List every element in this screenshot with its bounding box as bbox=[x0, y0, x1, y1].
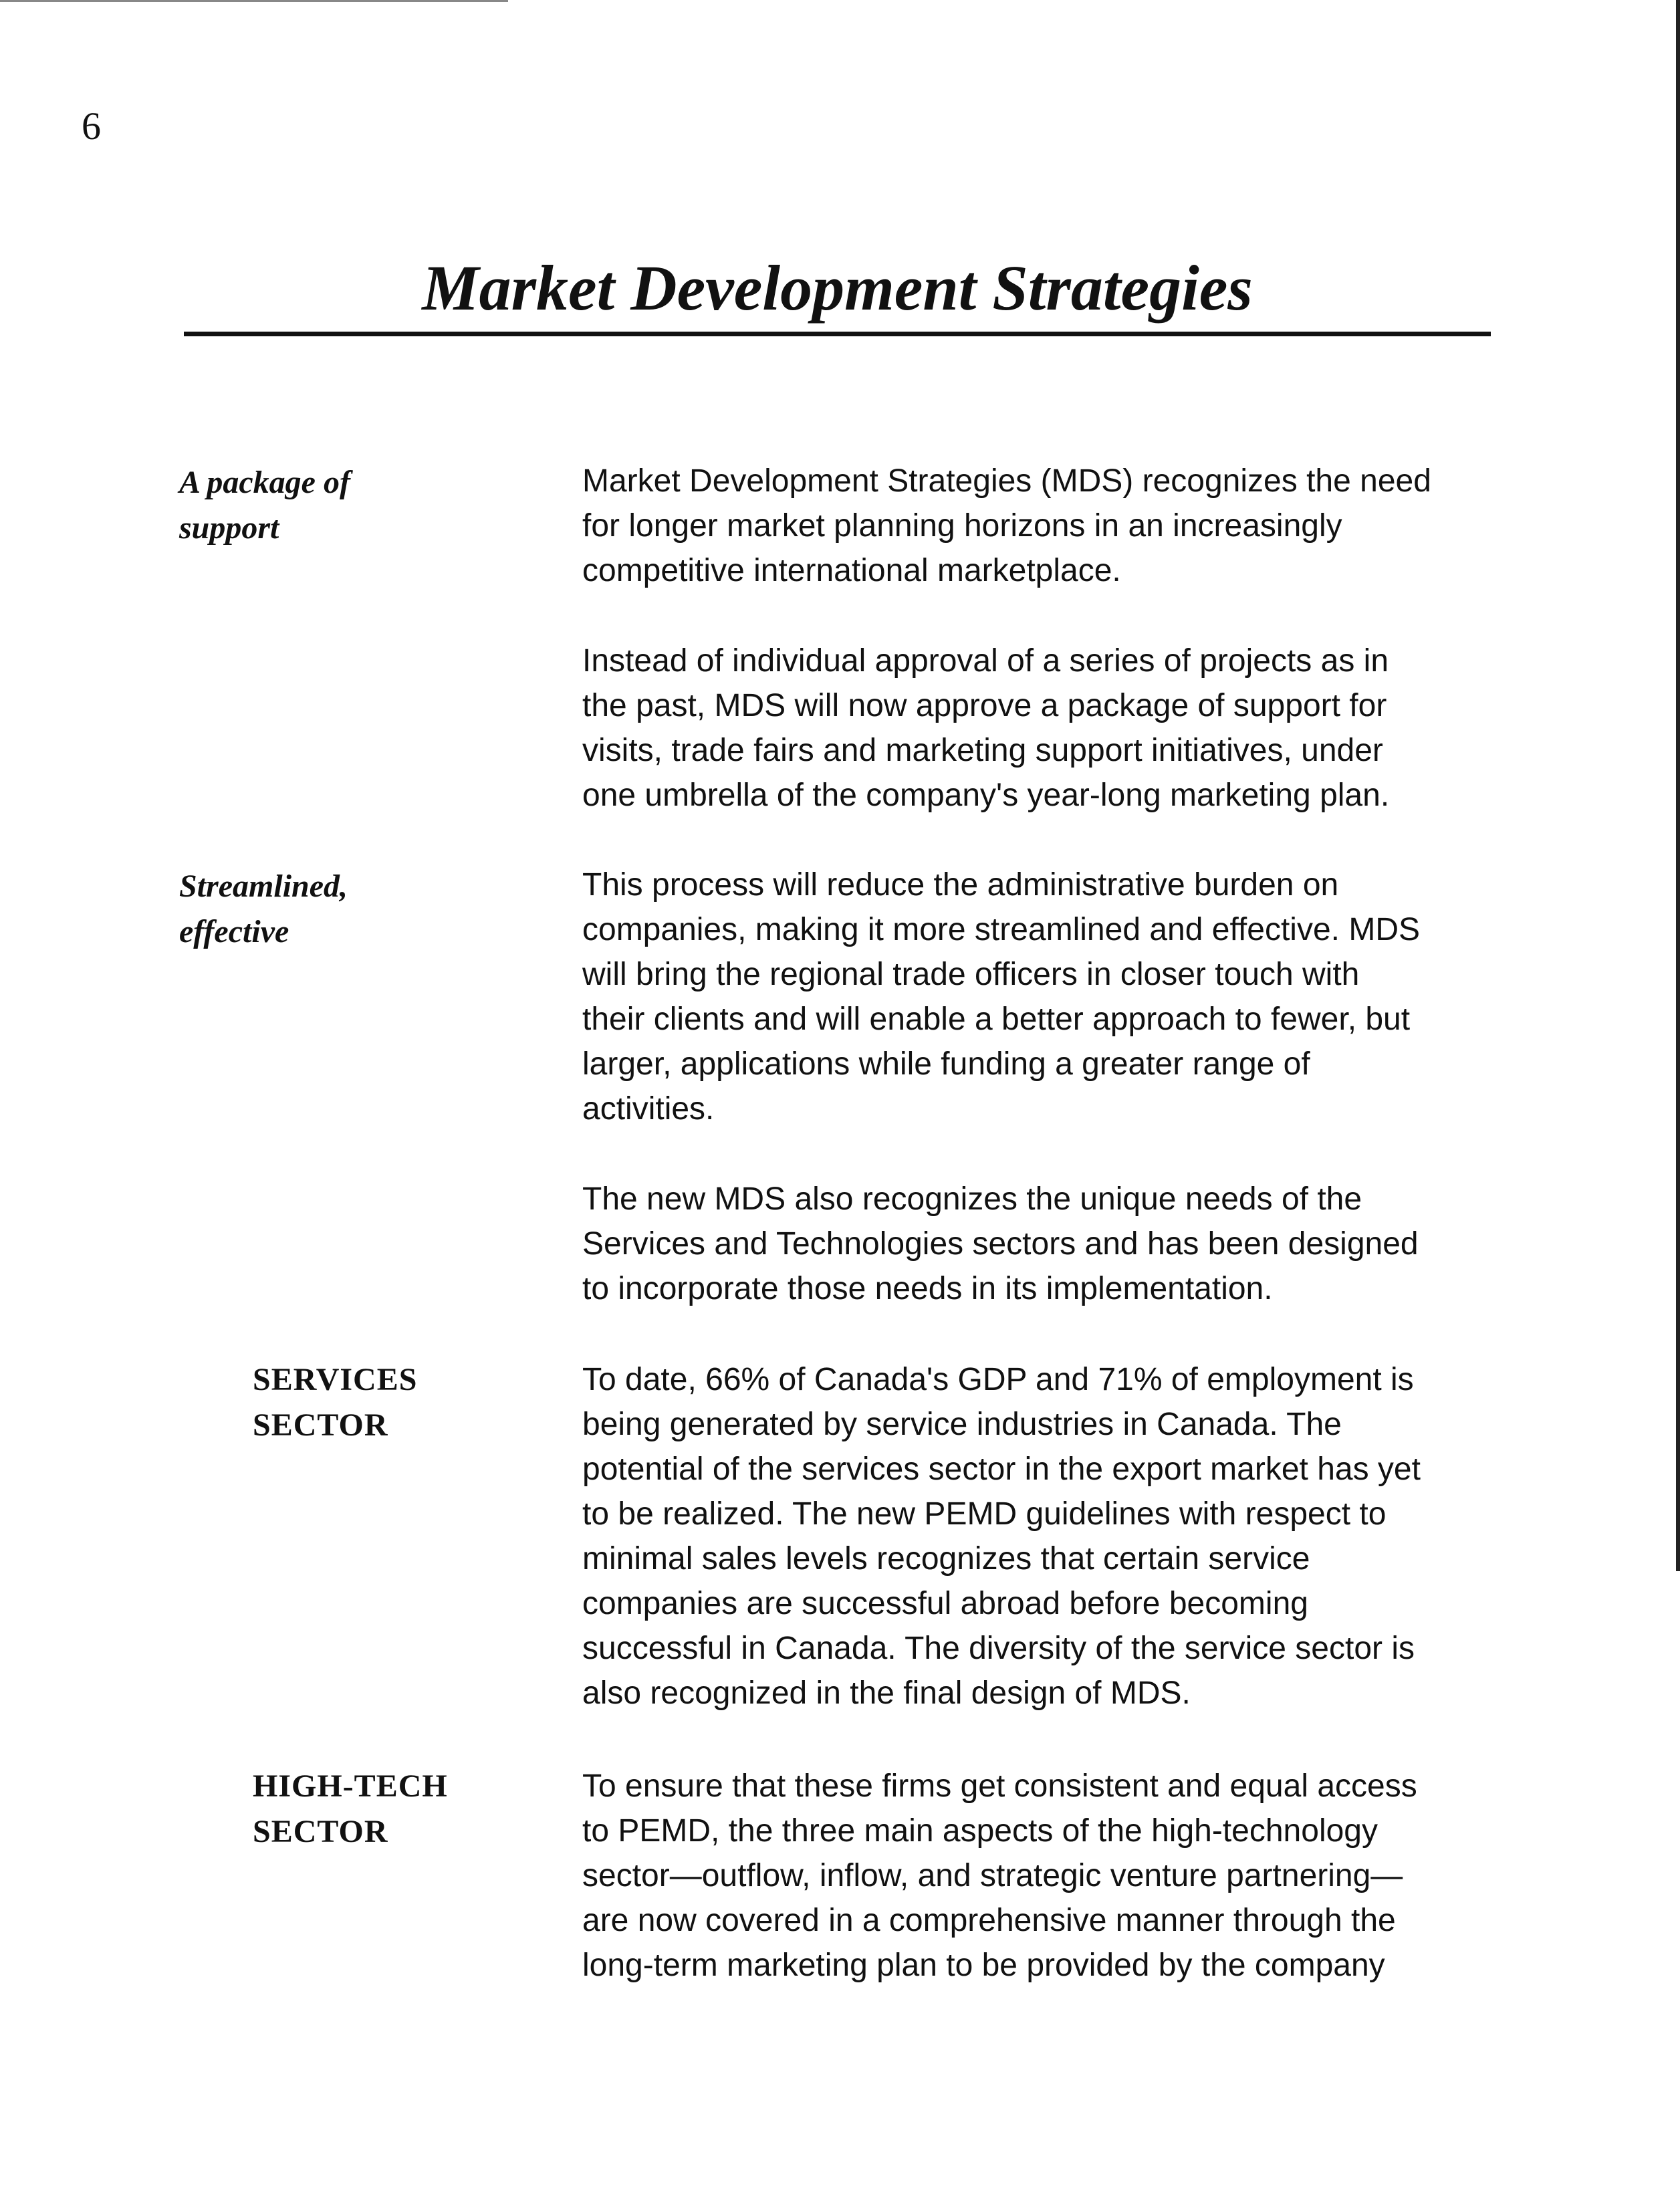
sector-heading-line: HIGH-TECH bbox=[253, 1768, 448, 1804]
paragraph-line: are now covered in a comprehensive manner through the bbox=[582, 1903, 1396, 1938]
paragraph-line: one umbrella of the company's year-long marketing plan. bbox=[582, 778, 1390, 813]
paragraph-line: The new MDS also recognizes the unique needs of the bbox=[582, 1181, 1362, 1217]
paragraph-line: also recognized in the final design of MDS. bbox=[582, 1675, 1191, 1711]
paragraph-line: successful in Canada. The diversity of the service sector is bbox=[582, 1631, 1415, 1666]
paragraph-line: Market Development Strategies (MDS) recognizes the need bbox=[582, 463, 1431, 499]
paragraph-line: visits, trade fairs and marketing support initiatives, under bbox=[582, 733, 1383, 768]
paragraph-line: To ensure that these firms get consistent and equal access bbox=[582, 1768, 1417, 1804]
page-number: 6 bbox=[82, 104, 101, 148]
services-sector-heading bbox=[253, 1357, 417, 1448]
paragraph-line: To date, 66% of Canada's GDP and 71% of employment is bbox=[582, 1362, 1414, 1397]
sector-heading-line: SERVICES bbox=[253, 1362, 418, 1397]
scan-top-edge bbox=[0, 0, 508, 2]
paragraph-line: activities. bbox=[582, 1091, 715, 1127]
sector-heading-line: SECTOR bbox=[253, 1407, 388, 1443]
margin-note-streamlined bbox=[179, 864, 348, 955]
margin-note-package bbox=[179, 460, 350, 551]
paragraph-sector-needs bbox=[582, 1177, 1495, 1311]
paragraph-package-approval bbox=[582, 638, 1495, 818]
margin-note-line: support bbox=[179, 510, 279, 546]
paragraph-line: competitive international marketplace. bbox=[582, 553, 1121, 588]
paragraph-line: being generated by service industries in Canada. The bbox=[582, 1407, 1342, 1442]
paragraph-line: This process will reduce the administrative burden on bbox=[582, 867, 1339, 903]
paragraph-mds-intro bbox=[582, 459, 1495, 593]
margin-note-line: Streamlined, bbox=[179, 868, 348, 904]
paragraph-hightech-sector bbox=[582, 1764, 1495, 1988]
scan-right-edge bbox=[1676, 0, 1680, 1571]
paragraph-line: larger, applications while funding a greater range of bbox=[582, 1046, 1310, 1082]
paragraph-line: potential of the services sector in the export market has yet bbox=[582, 1451, 1421, 1487]
paragraph-line: to be realized. The new PEMD guidelines with respect to bbox=[582, 1496, 1387, 1532]
title-rule bbox=[184, 332, 1491, 336]
paragraph-line: long-term marketing plan to be provided by the company bbox=[582, 1948, 1385, 1983]
paragraph-line: minimal sales levels recognizes that certain service bbox=[582, 1541, 1310, 1577]
margin-note-line: A package of bbox=[179, 465, 350, 500]
paragraph-line: companies are successful abroad before becoming bbox=[582, 1586, 1308, 1621]
paragraph-line: for longer market planning horizons in an increasingly bbox=[582, 508, 1342, 544]
paragraph-line: Instead of individual approval of a series of projects as in bbox=[582, 643, 1389, 679]
hightech-sector-heading bbox=[253, 1764, 448, 1855]
paragraph-line: to PEMD, the three main aspects of the high-technology bbox=[582, 1813, 1378, 1849]
sector-heading-line: SECTOR bbox=[253, 1814, 388, 1849]
paragraph-line: the past, MDS will now approve a package of support for bbox=[582, 688, 1387, 723]
paragraph-line: to incorporate those needs in its implementation. bbox=[582, 1271, 1273, 1306]
paragraph-line: their clients and will enable a better approach to fewer, but bbox=[582, 1002, 1411, 1037]
paragraph-services-sector bbox=[582, 1357, 1495, 1716]
paragraph-line: will bring the regional trade officers in closer touch with bbox=[582, 957, 1360, 992]
paragraph-line: Services and Technologies sectors and has been designed bbox=[582, 1226, 1419, 1262]
paragraph-line: sector—outflow, inflow, and strategic venture partnering— bbox=[582, 1858, 1403, 1893]
margin-note-line: effective bbox=[179, 914, 289, 949]
paragraph-line: companies, making it more streamlined and effective. MDS bbox=[582, 912, 1420, 947]
page-title: Market Development Strategies bbox=[422, 252, 1253, 324]
paragraph-streamlined-process bbox=[582, 862, 1495, 1131]
